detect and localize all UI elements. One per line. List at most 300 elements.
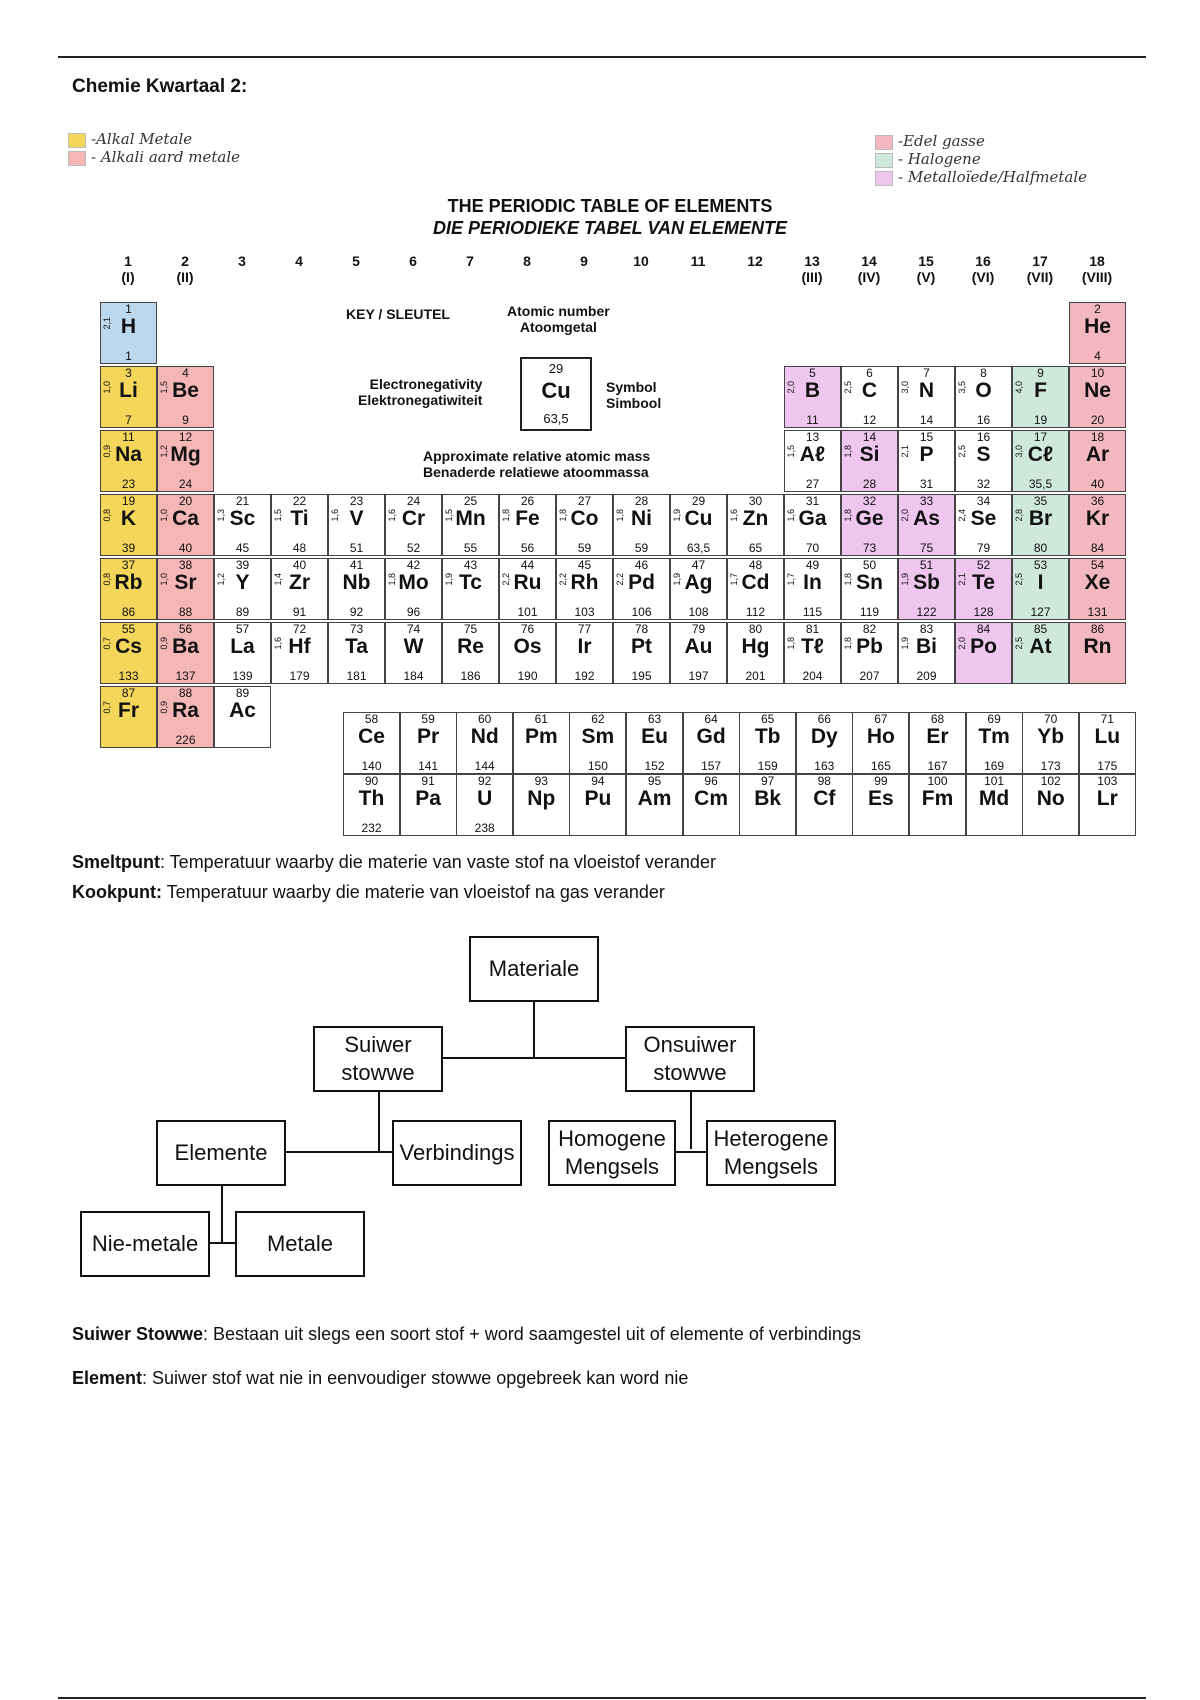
element-symbol: Fm xyxy=(921,787,954,810)
atomic-mass: 133 xyxy=(118,669,139,683)
element-symbol: Tb xyxy=(754,725,781,748)
element-cell xyxy=(157,494,214,556)
top-rule xyxy=(58,56,1146,58)
electronegativity: 1,8 xyxy=(501,509,511,522)
element-cell xyxy=(784,558,841,620)
atomic-mass: 127 xyxy=(1030,605,1051,619)
atomic-number: 93 xyxy=(534,774,548,788)
element-cell xyxy=(513,774,570,836)
element-cell xyxy=(513,712,570,774)
element-symbol: Dy xyxy=(810,725,838,748)
element-symbol: Yb xyxy=(1037,725,1065,748)
element-cell xyxy=(683,774,740,836)
element-cell xyxy=(100,302,157,364)
element-cell xyxy=(157,366,214,428)
legend-metalloid: - Metalloïede/Halfmetale xyxy=(875,168,1087,186)
element-cell xyxy=(456,712,513,774)
element-symbol: Fe xyxy=(515,507,540,530)
element-cell xyxy=(966,774,1023,836)
element-cell xyxy=(442,494,499,556)
atomic-mass: 89 xyxy=(235,605,250,619)
atomic-number: 28 xyxy=(634,494,649,508)
element-cell xyxy=(499,558,556,620)
element-cell xyxy=(400,712,457,774)
element-cell xyxy=(670,622,727,684)
atomic-mass: 55 xyxy=(463,541,478,555)
electronegativity: 2,5 xyxy=(843,381,853,394)
element-symbol: Tm xyxy=(978,725,1010,748)
electronegativity: 2,0 xyxy=(900,509,910,522)
atomic-number: 80 xyxy=(748,622,763,636)
atomic-number: 48 xyxy=(748,558,763,572)
element-cell xyxy=(1069,558,1126,620)
atomic-number: 56 xyxy=(178,622,193,636)
element-symbol: Pb xyxy=(856,635,883,658)
electronegativity: 2,2 xyxy=(501,573,511,586)
element-cell xyxy=(214,558,271,620)
group-header: 5 xyxy=(352,253,360,269)
atomic-number: 50 xyxy=(862,558,877,572)
electronegativity: 2,0 xyxy=(786,381,796,394)
group-header: 11 xyxy=(690,253,706,269)
group-header: 3 xyxy=(238,253,246,269)
element-symbol: Hf xyxy=(288,635,311,658)
atomic-mass: 128 xyxy=(973,605,994,619)
element-cell xyxy=(385,558,442,620)
swatch-icon xyxy=(68,133,86,148)
element-cell xyxy=(727,558,784,620)
atomic-number: 102 xyxy=(1040,774,1061,788)
atomic-mass: 152 xyxy=(644,759,665,773)
atomic-mass: 91 xyxy=(292,605,307,619)
group-header: 2 (II) xyxy=(176,253,194,285)
element-cell xyxy=(100,622,157,684)
element-cell xyxy=(784,430,841,492)
electronegativity: 2,1 xyxy=(900,445,910,458)
atomic-number: 40 xyxy=(292,558,307,572)
element-symbol: Cd xyxy=(741,571,770,594)
element-symbol: Rh xyxy=(570,571,599,594)
atomic-number: 88 xyxy=(178,686,193,700)
atomic-number: 90 xyxy=(364,774,379,788)
electronegativity: 3,0 xyxy=(900,381,910,394)
atomic-mass: 59 xyxy=(577,541,592,555)
element-symbol: As xyxy=(913,507,940,530)
electronegativity: 1,5 xyxy=(786,445,796,458)
electronegativity: 2,4 xyxy=(957,509,967,522)
element-symbol: Fr xyxy=(118,699,139,722)
element-symbol: Lr xyxy=(1096,787,1118,810)
atomic-number: 73 xyxy=(349,622,364,636)
atomic-number: 10 xyxy=(1090,366,1105,380)
atomic-number: 45 xyxy=(577,558,592,572)
element-symbol: Cs xyxy=(115,635,142,658)
atomic-mass: 56 xyxy=(520,541,535,555)
atomic-number: 87 xyxy=(121,686,136,700)
atomic-mass: 186 xyxy=(460,669,481,683)
element-cell xyxy=(898,558,955,620)
atomic-number: 66 xyxy=(817,712,831,726)
atomic-number: 91 xyxy=(421,774,435,788)
element-symbol: Br xyxy=(1028,507,1053,530)
element-symbol: Ir xyxy=(577,635,592,658)
group-header: 17 (VII) xyxy=(1026,253,1054,285)
atomic-mass: 48 xyxy=(292,541,307,555)
legend-halogen: - Halogene xyxy=(875,150,1087,168)
electronegativity: 0,9 xyxy=(102,445,112,458)
bottom-rule xyxy=(58,1697,1146,1699)
element-symbol: Os xyxy=(513,635,542,658)
element-cell xyxy=(852,712,909,774)
element-symbol: V xyxy=(349,507,364,530)
atomic-number: 81 xyxy=(805,622,820,636)
element-cell xyxy=(1069,430,1126,492)
key-mass: Approximate relative atomic mass Benaderde relatiewe atoommassa xyxy=(423,448,651,480)
atomic-number: 79 xyxy=(691,622,706,636)
atomic-number: 54 xyxy=(1090,558,1105,572)
element-cell xyxy=(328,558,385,620)
atomic-number: 36 xyxy=(1090,494,1105,508)
electronegativity: 0,7 xyxy=(102,637,112,650)
element-cell xyxy=(214,686,271,748)
element-cell xyxy=(841,430,898,492)
element-symbol: Re xyxy=(457,635,484,658)
element-cell xyxy=(328,494,385,556)
legend-alkali: -Alkal Metale xyxy=(68,130,240,148)
atomic-mass: 103 xyxy=(574,605,595,619)
element-cell xyxy=(784,494,841,556)
element-symbol: Cℓ xyxy=(1027,443,1054,466)
atomic-mass: 51 xyxy=(349,541,364,555)
atomic-mass: 197 xyxy=(688,669,709,683)
element-cell xyxy=(909,774,966,836)
atomic-mass: 28 xyxy=(862,477,877,491)
element-symbol: B xyxy=(804,379,821,402)
group-header: 7 xyxy=(466,253,474,269)
atomic-number: 44 xyxy=(520,558,535,572)
element-symbol: Tℓ xyxy=(800,635,825,658)
box-heterogene-mengsels: Heterogene Mengsels xyxy=(706,1120,836,1186)
element-cell xyxy=(456,774,513,836)
atomic-mass: 190 xyxy=(517,669,538,683)
electronegativity: 0,9 xyxy=(159,701,169,714)
atomic-mass: 4 xyxy=(1094,349,1101,363)
element-symbol: Cm xyxy=(694,787,729,810)
element-symbol: No xyxy=(1036,787,1065,810)
element-symbol: Ni xyxy=(631,507,652,530)
element-symbol: Ra xyxy=(172,699,199,722)
electronegativity: 2,1 xyxy=(102,317,112,330)
electronegativity: 1,7 xyxy=(729,573,739,586)
element-cell xyxy=(955,430,1012,492)
element-symbol: Sm xyxy=(581,725,615,748)
atomic-number: 15 xyxy=(919,430,934,444)
atomic-mass: 163 xyxy=(814,759,835,773)
element-symbol: Pm xyxy=(524,725,558,748)
atomic-mass: 232 xyxy=(361,821,382,835)
box-homogene-mengsels: Homogene Mengsels xyxy=(548,1120,676,1186)
element-cell xyxy=(841,558,898,620)
atomic-mass: 40 xyxy=(178,541,193,555)
atomic-number: 99 xyxy=(874,774,888,788)
atomic-mass: 179 xyxy=(289,669,310,683)
legend-left xyxy=(68,130,240,166)
atomic-number: 22 xyxy=(292,494,307,508)
atomic-number: 53 xyxy=(1033,558,1048,572)
element-symbol: Aℓ xyxy=(799,443,826,466)
element-cell xyxy=(739,712,796,774)
element-symbol: Ta xyxy=(345,635,368,658)
electronegativity: 1,8 xyxy=(843,509,853,522)
group-header: 16 (VI) xyxy=(971,253,995,285)
element-symbol: Sc xyxy=(229,507,256,530)
key-example-cell: 29 Cu 63,5 xyxy=(520,357,592,431)
atomic-number: 59 xyxy=(421,712,435,726)
element-cell xyxy=(739,774,796,836)
swatch-icon xyxy=(875,153,893,168)
swatch-icon xyxy=(875,171,893,186)
atomic-mass: 32 xyxy=(976,477,991,491)
electronegativity: 1,9 xyxy=(900,637,910,650)
atomic-number: 86 xyxy=(1090,622,1105,636)
atomic-mass: 131 xyxy=(1087,605,1108,619)
atomic-number: 30 xyxy=(748,494,763,508)
element-symbol: La xyxy=(230,635,255,658)
atomic-number: 19 xyxy=(121,494,136,508)
element-cell xyxy=(1022,712,1079,774)
element-cell xyxy=(670,494,727,556)
element-cell xyxy=(955,494,1012,556)
element-symbol: Gd xyxy=(696,725,726,748)
atomic-number: 23 xyxy=(349,494,364,508)
element-symbol: Sr xyxy=(174,571,197,594)
element-symbol: Kr xyxy=(1085,507,1110,530)
element-cell xyxy=(214,494,271,556)
element-cell xyxy=(569,774,626,836)
electronegativity: 1,6 xyxy=(387,509,397,522)
element-symbol: Zr xyxy=(289,571,310,594)
electronegativity: 1,0 xyxy=(159,573,169,586)
atomic-number: 34 xyxy=(976,494,991,508)
element-cell xyxy=(796,774,853,836)
element-cell xyxy=(400,774,457,836)
element-cell xyxy=(157,686,214,748)
element-symbol: Ne xyxy=(1084,379,1111,402)
element-cell xyxy=(784,622,841,684)
legend-right xyxy=(875,132,1087,186)
atomic-mass: 184 xyxy=(403,669,424,683)
element-cell xyxy=(727,494,784,556)
atomic-number: 18 xyxy=(1090,430,1105,444)
atomic-number: 83 xyxy=(919,622,934,636)
electronegativity: 1,8 xyxy=(387,573,397,586)
element-cell xyxy=(385,622,442,684)
atomic-number: 14 xyxy=(862,430,877,444)
atomic-mass: 101 xyxy=(517,605,538,619)
element-symbol: Y xyxy=(235,571,250,594)
element-symbol: Er xyxy=(926,725,949,748)
atomic-mass: 24 xyxy=(178,477,193,491)
element-symbol: Pa xyxy=(415,787,441,810)
atomic-mass: 35,5 xyxy=(1028,477,1053,491)
element-symbol: Ag xyxy=(684,571,713,594)
electronegativity: 0,7 xyxy=(102,701,112,714)
element-symbol: Ca xyxy=(172,507,199,530)
atomic-number: 41 xyxy=(349,558,364,572)
atomic-mass: 122 xyxy=(916,605,937,619)
atomic-number: 70 xyxy=(1044,712,1058,726)
atomic-number: 11 xyxy=(122,430,135,444)
element-cell xyxy=(343,774,400,836)
element-cell xyxy=(271,494,328,556)
element-symbol: Zn xyxy=(742,507,769,530)
element-symbol: Ga xyxy=(798,507,827,530)
electronegativity: 2,5 xyxy=(1014,637,1024,650)
element-symbol: U xyxy=(477,787,493,810)
atomic-number: 67 xyxy=(874,712,888,726)
atomic-mass: 52 xyxy=(406,541,421,555)
element-cell xyxy=(955,558,1012,620)
element-symbol: Th xyxy=(358,787,385,810)
element-cell xyxy=(442,558,499,620)
atomic-mass: 27 xyxy=(805,477,820,491)
electronegativity: 0,8 xyxy=(102,573,112,586)
atomic-number: 35 xyxy=(1033,494,1048,508)
element-symbol: Te xyxy=(972,571,995,594)
atomic-number: 98 xyxy=(817,774,831,788)
electronegativity: 2,5 xyxy=(957,445,967,458)
atomic-mass: 115 xyxy=(802,605,823,619)
element-symbol: Ge xyxy=(855,507,884,530)
element-cell xyxy=(852,774,909,836)
atomic-mass: 9 xyxy=(182,413,189,427)
atomic-number: 74 xyxy=(406,622,421,636)
atomic-number: 101 xyxy=(984,774,1005,788)
element-symbol: Mg xyxy=(170,443,201,466)
electronegativity: 2,2 xyxy=(615,573,625,586)
atomic-number: 62 xyxy=(591,712,605,726)
element-symbol: Li xyxy=(119,379,138,402)
atomic-number: 94 xyxy=(591,774,605,788)
element-cell xyxy=(569,712,626,774)
element-symbol: Pd xyxy=(628,571,655,594)
electronegativity: 2,2 xyxy=(558,573,568,586)
group-header: 1 (I) xyxy=(121,253,135,285)
atomic-number: 89 xyxy=(235,686,250,700)
element-cell xyxy=(1069,366,1126,428)
element-cell xyxy=(898,430,955,492)
element-cell xyxy=(1012,494,1069,556)
atomic-mass: 201 xyxy=(745,669,766,683)
atomic-number: 16 xyxy=(976,430,991,444)
atomic-mass: 16 xyxy=(976,413,991,427)
element-symbol: Co xyxy=(570,507,599,530)
element-symbol: Ac xyxy=(229,699,256,722)
atomic-number: 21 xyxy=(235,494,250,508)
atomic-number: 20 xyxy=(178,494,193,508)
element-cell xyxy=(100,558,157,620)
element-cell xyxy=(100,366,157,428)
element-cell xyxy=(898,366,955,428)
def-kookpunt: Kookpunt: Temperatuur waarby die materie van vloeistof na gas verander xyxy=(72,882,665,902)
atomic-number: 92 xyxy=(478,774,492,788)
atomic-mass: 96 xyxy=(406,605,421,619)
element-cell xyxy=(442,622,499,684)
element-cell xyxy=(898,494,955,556)
atomic-mass: 106 xyxy=(631,605,652,619)
atomic-number: 58 xyxy=(364,712,379,726)
element-cell xyxy=(1012,366,1069,428)
atomic-number: 3 xyxy=(125,366,132,380)
element-cell xyxy=(271,622,328,684)
element-symbol: S xyxy=(976,443,991,466)
atomic-mass: 139 xyxy=(232,669,253,683)
electronegativity: 1,2 xyxy=(216,573,226,586)
element-cell xyxy=(841,622,898,684)
group-header: 8 xyxy=(523,253,531,269)
element-symbol: Pu xyxy=(584,787,612,810)
atomic-number: 43 xyxy=(463,558,478,572)
atomic-number: 77 xyxy=(577,622,592,636)
atomic-number: 2 xyxy=(1094,302,1101,316)
atomic-mass: 157 xyxy=(701,759,722,773)
atomic-mass: 207 xyxy=(859,669,880,683)
atomic-mass: 45 xyxy=(235,541,250,555)
key-atomic-number: Atomic number Atoomgetal xyxy=(507,303,610,335)
atomic-number: 96 xyxy=(704,774,718,788)
atomic-number: 8 xyxy=(980,366,987,380)
element-cell xyxy=(613,622,670,684)
electronegativity: 1,6 xyxy=(273,637,283,650)
element-cell xyxy=(955,366,1012,428)
atomic-number: 78 xyxy=(634,622,649,636)
element-symbol: Es xyxy=(868,787,894,810)
atomic-number: 32 xyxy=(862,494,877,508)
def-smeltpunt: Smeltpunt: Temperatuur waarby die materie van vaste stof na vloeistof verander xyxy=(72,852,716,872)
element-cell xyxy=(841,494,898,556)
group-header: 10 xyxy=(633,253,649,269)
atomic-mass: 159 xyxy=(757,759,778,773)
atomic-number: 52 xyxy=(976,558,991,572)
element-symbol: Tc xyxy=(459,571,482,594)
element-symbol: Cu xyxy=(684,507,713,530)
atomic-mass: 192 xyxy=(574,669,595,683)
atomic-number: 4 xyxy=(182,366,189,380)
def-element: Element: Suiwer stof wat nie in eenvoudiger stowwe opgebreek kan word nie xyxy=(72,1368,689,1388)
atomic-mass: 119 xyxy=(859,605,880,619)
element-symbol: Rb xyxy=(114,571,143,594)
element-cell xyxy=(1012,622,1069,684)
element-symbol: He xyxy=(1084,315,1111,338)
atomic-number: 13 xyxy=(805,430,820,444)
atomic-number: 71 xyxy=(1100,712,1114,726)
element-cell xyxy=(271,558,328,620)
electronegativity: 1,8 xyxy=(843,445,853,458)
element-cell xyxy=(157,430,214,492)
element-cell xyxy=(100,494,157,556)
key-symbol: Symbol Simbool xyxy=(606,379,662,411)
element-cell xyxy=(898,622,955,684)
atomic-mass: 226 xyxy=(175,733,196,747)
element-cell xyxy=(1079,774,1136,836)
element-cell xyxy=(157,558,214,620)
group-header: 9 xyxy=(580,253,588,269)
atomic-mass: 173 xyxy=(1040,759,1061,773)
atomic-number: 26 xyxy=(520,494,535,508)
group-header: 18 (VIII) xyxy=(1081,253,1113,285)
atomic-mass: 63,5 xyxy=(686,541,711,555)
atomic-number: 97 xyxy=(761,774,775,788)
